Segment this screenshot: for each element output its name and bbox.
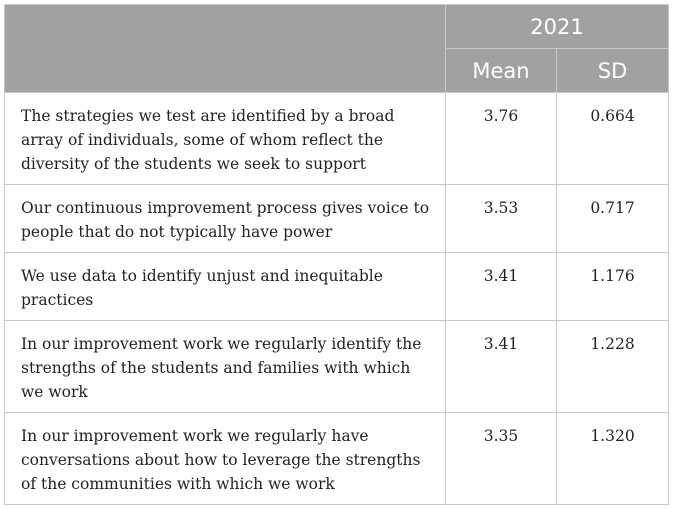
statement-cell: In our improvement work we regularly identify the strengths of the students and families with which we work: [5, 321, 446, 413]
statement-cell: Our continuous improvement process gives voice to people that do not typically have power: [5, 185, 446, 253]
sd-cell: 0.717: [557, 185, 669, 253]
statement-cell: In our improvement work we regularly have conversations about how to leverage the strengths of the communities with which we work: [5, 413, 446, 505]
statement-cell: We use data to identify unjust and inequitable practices: [5, 253, 446, 321]
results-table: [4, 4, 669, 505]
mean-cell: 3.76: [446, 93, 557, 185]
mean-cell: 3.41: [446, 253, 557, 321]
sd-cell: 1.228: [557, 321, 669, 413]
statement-cell: The strategies we test are identified by a broad array of individuals, some of whom reflect the diversity of the students we seek to support: [5, 93, 446, 185]
mean-column-header: Mean: [446, 49, 557, 93]
year-header: 2021: [446, 5, 669, 49]
header-blank-cell: [5, 5, 446, 93]
header-row-year: [5, 5, 669, 49]
mean-cell: 3.53: [446, 185, 557, 253]
mean-cell: 3.35: [446, 413, 557, 505]
table-row: [5, 93, 669, 185]
sd-cell: 1.176: [557, 253, 669, 321]
table-row: [5, 321, 669, 413]
sd-cell: 0.664: [557, 93, 669, 185]
mean-cell: 3.41: [446, 321, 557, 413]
table-row: [5, 253, 669, 321]
table-row: [5, 413, 669, 505]
sd-cell: 1.320: [557, 413, 669, 505]
table-row: [5, 185, 669, 253]
sd-column-header: SD: [557, 49, 669, 93]
